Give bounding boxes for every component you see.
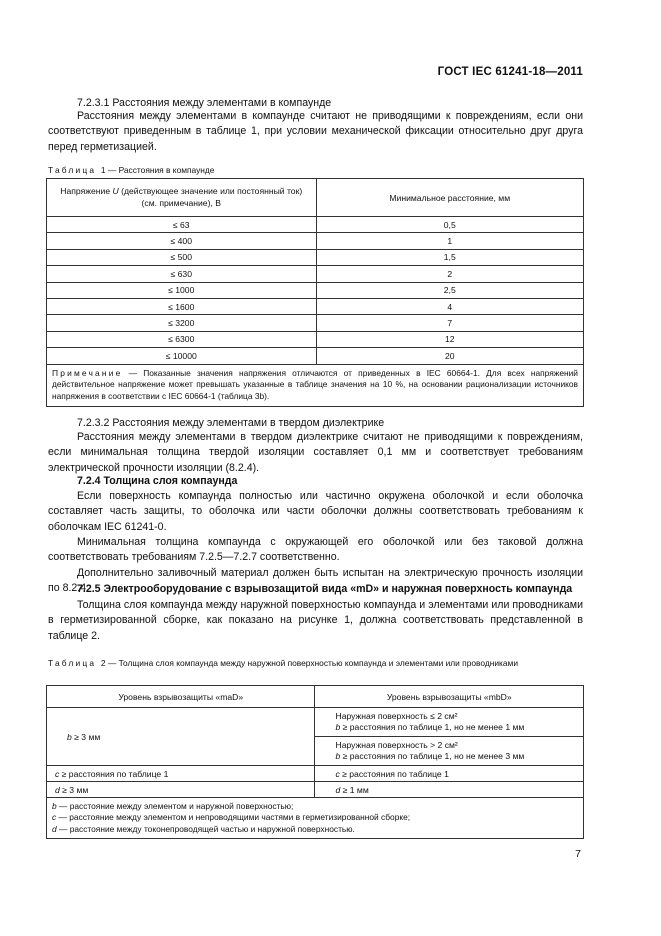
cond-line [335,722,583,734]
table2-r2-mad [47,766,315,782]
table2-r3-mbd [315,782,584,798]
table2-header-mbd: Уровень взрывозащиты «mbD» [315,686,584,708]
table-row [47,233,584,249]
section-7-2-4-paragraph-1: Если поверхность компаунда полностью или частично окружена оболочкой и если оболочка составляет часть защиты, то оболочка или части оболочки должны соответствовать требованиям к оболочкам IEC 61241-0. [48,490,583,533]
table2-header-mad: Уровень взрывозащиты «maD» [47,686,315,708]
table2 [46,685,584,839]
table1-caption-label: Таблица [48,165,97,175]
table2-caption-label: Таблица [48,658,97,668]
table-row [47,298,584,314]
distance-cell: 1,5 [316,249,583,265]
section-7-2-4-paragraph-3: Дополнительно заливочный материал должен быть испытан на электрическую прочность изоляции по 8.2.4. [48,567,583,595]
legend-var: c [52,812,57,823]
note-text: — Показанные значения напряжения отличаются от приведенных в IEC 60664-1. Для всех напряжений действительное напряжение может превышать указанные в таблице значения на 10 %, на основании рационализации источников напряжения в соответствии с IEC 60664-1 (таблица 3b). [52,367,578,402]
table1 [46,178,584,407]
cond-text: ≥ расстояния по таблице 1, но не менее 1 мм [340,722,525,732]
page-number: 7 [575,848,581,860]
cond-text: ≥ 3 мм [71,731,101,742]
legend-text: — расстояние между элементом и наружной поверхностью; [56,801,294,811]
document-id: ГОСТ IEC 61241-18—2011 [437,66,583,78]
distance-cell: 12 [316,331,583,347]
section-text-7-2-3-1: Расстояния между элементами в компаунде считают не приводящими к повреждениям, если они соответствуют приведенным в таблице 1, при условии механической фиксации относительно друг друга перед герметизацией. [48,110,583,153]
table1-header-distance: Минимальное расстояние, мм [316,179,583,217]
voltage-cell: ≤ 500 [47,249,317,265]
cond-text: ≥ расстояния по таблице 1 [59,768,169,779]
voltage-cell: ≤ 1000 [47,282,317,298]
voltage-cell: ≤ 400 [47,233,317,249]
var-b: b [335,722,341,732]
section-heading-7-2-5: 7.2.5 Электрооборудование с взрывозащитой вида «mD» и наружная поверхность компаунда [77,583,573,595]
voltage-cell: ≤ 3200 [47,315,317,331]
header-voltage-pre: Напряжение [60,186,113,196]
table-row [47,282,584,298]
table2-caption-text: 2 — Толщина слоя компаунда между наружной поверхностью компаунда и элементами или проводниками [100,658,518,668]
var-d: d [335,784,341,795]
legend-text: — расстояние между токонепроводящей частью и наружной поверхностью. [56,823,355,834]
table-row [47,217,584,233]
section-heading-7-2-3-1: 7.2.3.1 Расстояния между элементами в компаунде [77,97,332,109]
cond-text: ≥ расстояния по таблице 1, но не менее 3 мм [340,751,525,761]
section-heading-7-2-3-2: 7.2.3.2 Расстояния между элементами в твердом диэлектрике [77,417,385,429]
var-b: b [67,731,72,742]
table-row [47,766,584,782]
voltage-cell: ≤ 6300 [47,331,317,347]
cond-text: ≥ расстояния по таблице 1 [339,768,449,779]
cond-text: ≥ 1 мм [340,784,369,795]
table1-caption [48,165,583,176]
table2-header-row [47,686,584,708]
table2-r1-mbd-large [315,737,584,766]
var-b: b [335,751,341,761]
table2-r3-mad [47,782,315,798]
table2-legend [47,798,584,839]
surface-large: Наружная поверхность > 2 см² [335,739,458,750]
distance-cell: 20 [316,348,583,364]
header-voltage-post: (действующее значение или постоянный ток) (см. примечание), В [118,186,303,208]
cond-line [335,751,583,763]
voltage-cell: ≤ 630 [47,266,317,282]
legend-text: — расстояние между элементом и непроводящими частями в герметизированной сборке; [56,812,411,823]
section-7-2-4-paragraph-2: Минимальная толщина компаунда с окружающей его оболочкой или без таковой должна соответствовать требованиям 7.2.5—7.2.7 соответственно. [48,536,583,564]
table-row [47,782,584,798]
table1-caption-text: 1 — Расстояния в компаунде [100,165,215,175]
table-row [47,315,584,331]
surface-small: Наружная поверхность ≤ 2 см² [335,710,458,721]
section-text-7-2-3-2: Расстояния между элементами в твердом диэлектрике считают не приводящими к повреждениям, если минимальная толщина твердой изоляции составляет 0,1 мм и соответствует требованиям электрической прочности изоляции (8.2.4). [48,431,583,474]
distance-cell: 7 [316,315,583,331]
section-text-7-2-5: Толщина слоя компаунда между наружной поверхностью компаунда и элементами или проводниками в герметизированной сборке, как показано на рисунке 1, должна соответствовать представленной в таблице 2. [48,599,583,642]
distance-cell: 1 [316,233,583,249]
legend-item [52,801,578,812]
table1-header-row [47,179,584,217]
var-c: c [335,768,340,779]
distance-cell: 4 [316,298,583,314]
distance-cell: 2 [316,266,583,282]
legend-item [52,812,578,823]
legend-item [52,824,578,835]
voltage-cell: ≤ 63 [47,217,317,233]
legend-var: d [52,823,57,834]
table1-note [47,364,584,406]
table1-note-row [47,364,584,406]
table2-r1-mad [47,708,315,766]
table-row [47,708,584,737]
voltage-cell: ≤ 1600 [47,298,317,314]
distance-cell: 0,5 [316,217,583,233]
var-c: c [55,768,60,779]
note-label: Примечание [52,367,123,378]
table2-r2-mbd [315,766,584,782]
table-row [47,266,584,282]
voltage-cell: ≤ 10000 [47,348,317,364]
legend-var: b [52,801,57,811]
table2-caption [48,658,583,669]
table1-header-voltage [47,179,317,217]
table-row [47,331,584,347]
header-voltage-u: U [112,186,119,196]
var-d: d [55,784,60,795]
table2-r1-mbd-small [315,708,584,737]
distance-cell: 2,5 [316,282,583,298]
cond-text: ≥ 3 мм [59,784,89,795]
section-heading-7-2-4: 7.2.4 Толщина слоя компаунда [77,475,238,487]
table2-legend-row [47,798,584,839]
table-row [47,348,584,364]
table-row [47,249,584,265]
